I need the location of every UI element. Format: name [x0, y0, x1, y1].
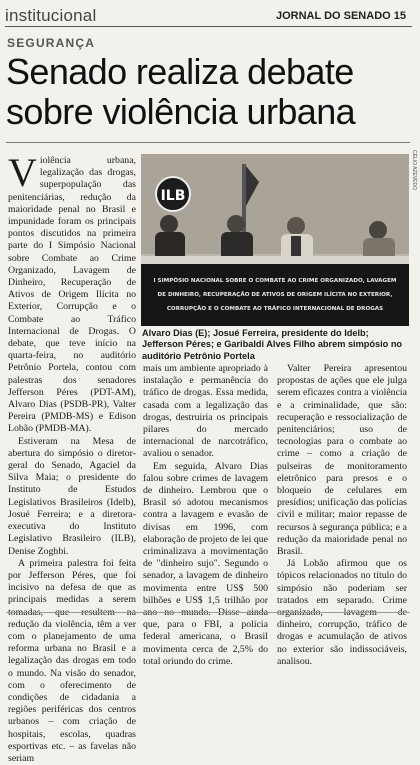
paragraph [8, 150, 136, 436]
header-rule [5, 26, 412, 27]
paragraph: A primeira palestra foi feita por Jefferson Péres, que foi incisivo na defesa de que as principais medidas a serem tomadas, que resultem na redução da violência, têm a ver com o planejamento de uma reforma urbana no Brasil e a legalização das drogas em todo o mundo. Na visão do senador, com o oferecimento de condições de cidadania a regiões periféricas dos centros urbanos – com criação de hospitais, escolas, quadras esportivas etc. – as favelas não seriam [8, 557, 136, 764]
headline [6, 52, 411, 132]
paragraph: Já Lobão afirmou que os tópicos relacionados no título do simpósio não poderiam ser tratados em separado. Crime organizado, lavagem de dinheiro, corrupção, tráfico de drogas e acumulação de ativos no exterior são indissociáveis, analisou. [277, 558, 407, 667]
event-photo-drawing [141, 154, 409, 326]
bottom-rule [6, 612, 410, 613]
paragraph: Valter Pereira apresentou propostas de ações que ele julga serem eficazes contra a violência e a criminalidade, que são: recuperação e ressocialização de penitenciários; uso de tecnologias para o combate ao crime – como a criação de pulseiras de monitoramento eletrônico para presos e o bloqueio de celulares em presídios; unificação das polícias civil e militar; maior repasse de recursos à segurança pública; e a redução da maioridade penal no Brasil. [277, 363, 407, 558]
kicker: SEGURANÇA [7, 36, 96, 50]
article-column-1 [8, 150, 136, 765]
page-header [0, 0, 420, 26]
banner-line: CORRUPÇÃO E O COMBATE AO TRÁFICO INTERNACIONAL DE DROGAS [166, 306, 384, 312]
event-photo [141, 154, 409, 326]
article-column-3 [277, 363, 407, 668]
headline-line: Senado realiza debate [6, 51, 354, 92]
banner-line: I SIMPÓSIO NACIONAL SOBRE O COMBATE AO CRIME ORGANIZADO, LAVAGEM [153, 278, 397, 284]
paragraph: mais um ambiente apropriado à instalação e permanência do tráfico de drogas. Essa medida, casada com a legalização das drogas, destruiria os principais pilares do mercado internacional de narcotráfico, avaliou o senador. [143, 363, 268, 460]
paragraph: Em seguida, Alvaro Dias falou sobre crimes de lavagem de dinheiro. Lembrou que o Brasil só adotou mecanismos contra a lavagem e evasão de divisas em 1996, com elaboração de projeto de lei que criminalizava a movimentação de "dinheiro sujo". Segundo o senador, a lavagem de dinheiro movimenta entre US$ 500 bilhões e US$ 1,5 trilhão por ano no mundo. Disse ainda que, para o FBI, a polícia federal americana, o Brasil movimenta cerca de 2,5% do total oriundo do crime. [143, 460, 268, 667]
section-label: institucional [5, 6, 97, 25]
headline-line: sobre violência urbana [6, 91, 356, 132]
photo-caption: Alvaro Dias (E); Josué Ferreira, presidente do Idelb; Jefferson Péres; e Garibaldi Alves Filho abrem simpósio no auditório Petrônio Portela [142, 328, 403, 361]
banner-line: DE DINHEIRO, RECUPERAÇÃO DE ATIVOS DE ORIGEM ILÍCITA NO EXTERIOR, [157, 292, 393, 298]
publication-label: JORNAL DO SENADO 15 [276, 10, 406, 22]
photo-credit: CÉLIO AZEVEDO [411, 150, 417, 191]
paragraph: Estiveram na Mesa de abertura do simpósio o diretor-geral do Senado, Agaciel da Silva Maia; o presidente do Instituto de Estudos Legislativos Brasileiros (Idelb), Josué Ferreira; e a diretora-executiva do Instituto Legislativo Brasileiro (ILB), Denise Zoghbi. [8, 435, 136, 557]
headline-rule [6, 142, 410, 143]
sign-text: ILB [160, 188, 186, 204]
dropcap: V [8, 150, 37, 195]
paragraph-text: iolência urbana, legalização das drogas, superpopulação das penitenciárias, redução da maioridade penal no Brasil e impunidade foram os principais pontos discutidos na primeira parte do I Simpósio Nacional sobre Combate ao Crime Organizado, Lavagem de Dinheiro, Recuperação de Ativos de Origem Ilícita no Exterior, Corrupção e o Combate ao Tráfico Internacional de Drogas. O debate, que teve início na quarta-feira, no auditório Petrônio Portela, contou com palestras dos senadores Jefferson Péres (PDT-AM), Alvaro Dias (PSDB-PR), Valter Pereira (PMDB-MS) e Edison Lobão (PMDB-MA). [8, 155, 136, 435]
article-column-2 [143, 363, 268, 668]
